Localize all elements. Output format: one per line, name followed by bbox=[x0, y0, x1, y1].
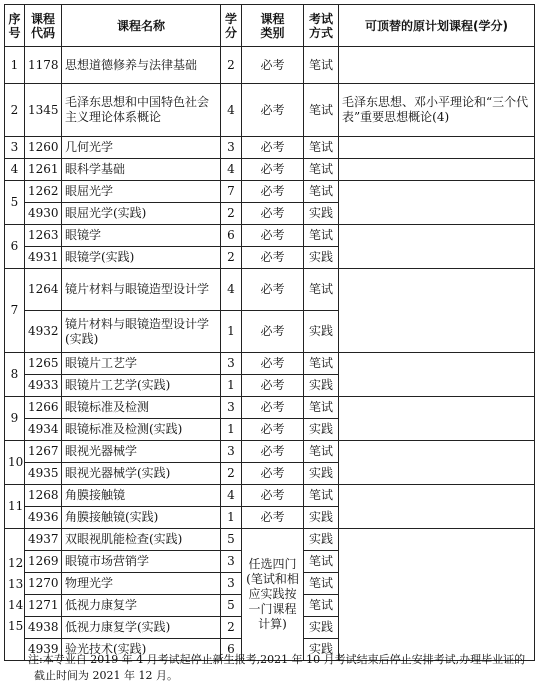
code-cell: 4931 bbox=[25, 247, 62, 269]
code-cell: 1263 bbox=[25, 225, 62, 247]
table-row bbox=[5, 353, 535, 375]
name-cell: 眼镜标准及检测(实践) bbox=[62, 419, 221, 441]
replace-cell bbox=[339, 137, 535, 159]
seq-cell: 5 bbox=[5, 181, 25, 225]
mode-cell: 实践 bbox=[304, 375, 339, 397]
code-cell: 1262 bbox=[25, 181, 62, 203]
code-cell: 1260 bbox=[25, 137, 62, 159]
name-cell: 眼镜片工艺学(实践) bbox=[62, 375, 221, 397]
mode-cell: 笔试 bbox=[304, 181, 339, 203]
type-cell: 必考 bbox=[242, 247, 304, 269]
type-cell: 必考 bbox=[242, 507, 304, 529]
code-cell: 1265 bbox=[25, 353, 62, 375]
seq-cell: 3 bbox=[5, 137, 25, 159]
name-cell: 眼屈光学(实践) bbox=[62, 203, 221, 225]
table-row bbox=[5, 441, 535, 463]
type-cell: 必考 bbox=[242, 485, 304, 507]
elective-seq-cell: 12 13 14 15 bbox=[5, 529, 25, 661]
type-cell: 必考 bbox=[242, 137, 304, 159]
name-cell: 角膜接触镜(实践) bbox=[62, 507, 221, 529]
name-cell: 镜片材料与眼镜造型设计学 bbox=[62, 269, 221, 311]
credit-cell: 4 bbox=[221, 269, 242, 311]
credit-cell: 2 bbox=[221, 247, 242, 269]
name-cell: 眼镜市场营销学 bbox=[62, 551, 221, 573]
elective-type-cell: 任选四门(笔试和相应实践按一门课程计算) bbox=[242, 529, 304, 661]
name-cell: 物理光学 bbox=[62, 573, 221, 595]
code-cell: 1270 bbox=[25, 573, 62, 595]
table-row bbox=[5, 269, 535, 311]
credit-cell: 7 bbox=[221, 181, 242, 203]
mode-cell: 笔试 bbox=[304, 225, 339, 247]
seq-cell: 8 bbox=[5, 353, 25, 397]
name-cell: 眼视光器械学 bbox=[62, 441, 221, 463]
credit-cell: 6 bbox=[221, 639, 242, 661]
type-cell: 必考 bbox=[242, 441, 304, 463]
credit-cell: 3 bbox=[221, 353, 242, 375]
code-cell: 1269 bbox=[25, 551, 62, 573]
name-cell: 毛泽东思想和中国特色社会主义理论体系概论 bbox=[62, 84, 221, 137]
seq-cell: 9 bbox=[5, 397, 25, 441]
replace-cell bbox=[339, 397, 535, 441]
credit-cell: 4 bbox=[221, 485, 242, 507]
replace-cell bbox=[339, 181, 535, 225]
seq-cell: 2 bbox=[5, 84, 25, 137]
seq-cell: 1 bbox=[5, 47, 25, 84]
table-row bbox=[5, 397, 535, 419]
header-mode: 考试 方式 bbox=[304, 5, 339, 47]
mode-cell: 笔试 bbox=[304, 485, 339, 507]
credit-cell: 5 bbox=[221, 529, 242, 551]
name-cell: 眼镜片工艺学 bbox=[62, 353, 221, 375]
mode-cell: 笔试 bbox=[304, 84, 339, 137]
type-cell: 必考 bbox=[242, 269, 304, 311]
code-cell: 1267 bbox=[25, 441, 62, 463]
table-row bbox=[5, 159, 535, 181]
credit-cell: 1 bbox=[221, 419, 242, 441]
type-cell: 必考 bbox=[242, 311, 304, 353]
header-replace: 可顶替的原计划课程(学分) bbox=[339, 5, 535, 47]
mode-cell: 笔试 bbox=[304, 137, 339, 159]
code-cell: 4939 bbox=[25, 639, 62, 661]
type-cell: 必考 bbox=[242, 181, 304, 203]
name-cell: 眼屈光学 bbox=[62, 181, 221, 203]
code-cell: 4937 bbox=[25, 529, 62, 551]
mode-cell: 笔试 bbox=[304, 159, 339, 181]
table-row bbox=[5, 529, 535, 551]
name-cell: 角膜接触镜 bbox=[62, 485, 221, 507]
table-row bbox=[5, 47, 535, 84]
name-cell: 镜片材料与眼镜造型设计学(实践) bbox=[62, 311, 221, 353]
type-cell: 必考 bbox=[242, 419, 304, 441]
credit-cell: 3 bbox=[221, 573, 242, 595]
mode-cell: 笔试 bbox=[304, 397, 339, 419]
seq-cell: 11 bbox=[5, 485, 25, 529]
name-cell: 低视力康复学(实践) bbox=[62, 617, 221, 639]
code-cell: 4932 bbox=[25, 311, 62, 353]
code-cell: 4930 bbox=[25, 203, 62, 225]
mode-cell: 笔试 bbox=[304, 551, 339, 573]
mode-cell: 实践 bbox=[304, 203, 339, 225]
credit-cell: 4 bbox=[221, 84, 242, 137]
header-seq: 序 号 bbox=[5, 5, 25, 47]
seq-cell: 4 bbox=[5, 159, 25, 181]
code-cell: 4938 bbox=[25, 617, 62, 639]
type-cell: 必考 bbox=[242, 84, 304, 137]
mode-cell: 笔试 bbox=[304, 595, 339, 617]
credit-cell: 3 bbox=[221, 441, 242, 463]
header-credit: 学 分 bbox=[221, 5, 242, 47]
name-cell: 验光技术(实践) bbox=[62, 639, 221, 661]
course-plan bbox=[4, 4, 535, 661]
mode-cell: 实践 bbox=[304, 311, 339, 353]
code-cell: 1266 bbox=[25, 397, 62, 419]
code-cell: 1268 bbox=[25, 485, 62, 507]
replace-cell bbox=[339, 47, 535, 84]
name-cell: 眼视光器械学(实践) bbox=[62, 463, 221, 485]
code-cell: 1264 bbox=[25, 269, 62, 311]
table-row bbox=[5, 181, 535, 203]
type-cell: 必考 bbox=[242, 397, 304, 419]
code-cell: 4936 bbox=[25, 507, 62, 529]
credit-cell: 2 bbox=[221, 463, 242, 485]
credit-cell: 3 bbox=[221, 551, 242, 573]
name-cell: 思想道德修养与法律基础 bbox=[62, 47, 221, 84]
mode-cell: 实践 bbox=[304, 529, 339, 551]
name-cell: 眼科学基础 bbox=[62, 159, 221, 181]
code-cell: 1271 bbox=[25, 595, 62, 617]
type-cell: 必考 bbox=[242, 463, 304, 485]
type-cell: 必考 bbox=[242, 47, 304, 84]
mode-cell: 实践 bbox=[304, 617, 339, 639]
replace-cell bbox=[339, 353, 535, 397]
credit-cell: 1 bbox=[221, 375, 242, 397]
type-cell: 必考 bbox=[242, 375, 304, 397]
replace-cell bbox=[339, 441, 535, 485]
credit-cell: 3 bbox=[221, 397, 242, 419]
seq-cell: 10 bbox=[5, 441, 25, 485]
mode-cell: 笔试 bbox=[304, 269, 339, 311]
name-cell: 几何光学 bbox=[62, 137, 221, 159]
footnote: 注:本专业自 2019 年 4 月考试起停止新生报考,2021 年 10 月考试结束后停止安排考试,办理毕业证的截止时间为 2021 年 12 月。 bbox=[28, 653, 526, 682]
credit-cell: 2 bbox=[221, 47, 242, 84]
replace-cell bbox=[339, 485, 535, 529]
mode-cell: 笔试 bbox=[304, 441, 339, 463]
mode-cell: 笔试 bbox=[304, 47, 339, 84]
header-code: 课程 代码 bbox=[25, 5, 62, 47]
seq-cell: 7 bbox=[5, 269, 25, 353]
mode-cell: 笔试 bbox=[304, 573, 339, 595]
name-cell: 双眼视肌能检查(实践) bbox=[62, 529, 221, 551]
replace-cell bbox=[339, 159, 535, 181]
credit-cell: 1 bbox=[221, 507, 242, 529]
mode-cell: 实践 bbox=[304, 507, 339, 529]
credit-cell: 6 bbox=[221, 225, 242, 247]
code-cell: 4933 bbox=[25, 375, 62, 397]
type-cell: 必考 bbox=[242, 353, 304, 375]
name-cell: 眼镜学(实践) bbox=[62, 247, 221, 269]
seq-cell: 6 bbox=[5, 225, 25, 269]
type-cell: 必考 bbox=[242, 225, 304, 247]
header-name: 课程名称 bbox=[62, 5, 221, 47]
code-cell: 1178 bbox=[25, 47, 62, 84]
table-row bbox=[5, 485, 535, 507]
credit-cell: 5 bbox=[221, 595, 242, 617]
credit-cell: 2 bbox=[221, 617, 242, 639]
code-cell: 1261 bbox=[25, 159, 62, 181]
header-type: 课程 类别 bbox=[242, 5, 304, 47]
replace-cell bbox=[339, 269, 535, 353]
table-row bbox=[5, 84, 535, 137]
credit-cell: 4 bbox=[221, 159, 242, 181]
replace-cell bbox=[339, 529, 535, 661]
code-cell: 4934 bbox=[25, 419, 62, 441]
mode-cell: 实践 bbox=[304, 247, 339, 269]
credit-cell: 2 bbox=[221, 203, 242, 225]
mode-cell: 实践 bbox=[304, 639, 339, 661]
course-table bbox=[4, 4, 535, 661]
name-cell: 低视力康复学 bbox=[62, 595, 221, 617]
name-cell: 眼镜学 bbox=[62, 225, 221, 247]
replace-cell bbox=[339, 225, 535, 269]
type-cell: 必考 bbox=[242, 203, 304, 225]
credit-cell: 3 bbox=[221, 137, 242, 159]
mode-cell: 实践 bbox=[304, 463, 339, 485]
code-cell: 1345 bbox=[25, 84, 62, 137]
name-cell: 眼镜标准及检测 bbox=[62, 397, 221, 419]
table-row bbox=[5, 225, 535, 247]
type-cell: 必考 bbox=[242, 159, 304, 181]
table-row bbox=[5, 137, 535, 159]
mode-cell: 实践 bbox=[304, 419, 339, 441]
code-cell: 4935 bbox=[25, 463, 62, 485]
credit-cell: 1 bbox=[221, 311, 242, 353]
header-row bbox=[5, 5, 535, 47]
replace-cell: 毛泽东思想、邓小平理论和“三个代表”重要思想概论(4) bbox=[339, 84, 535, 137]
mode-cell: 笔试 bbox=[304, 353, 339, 375]
